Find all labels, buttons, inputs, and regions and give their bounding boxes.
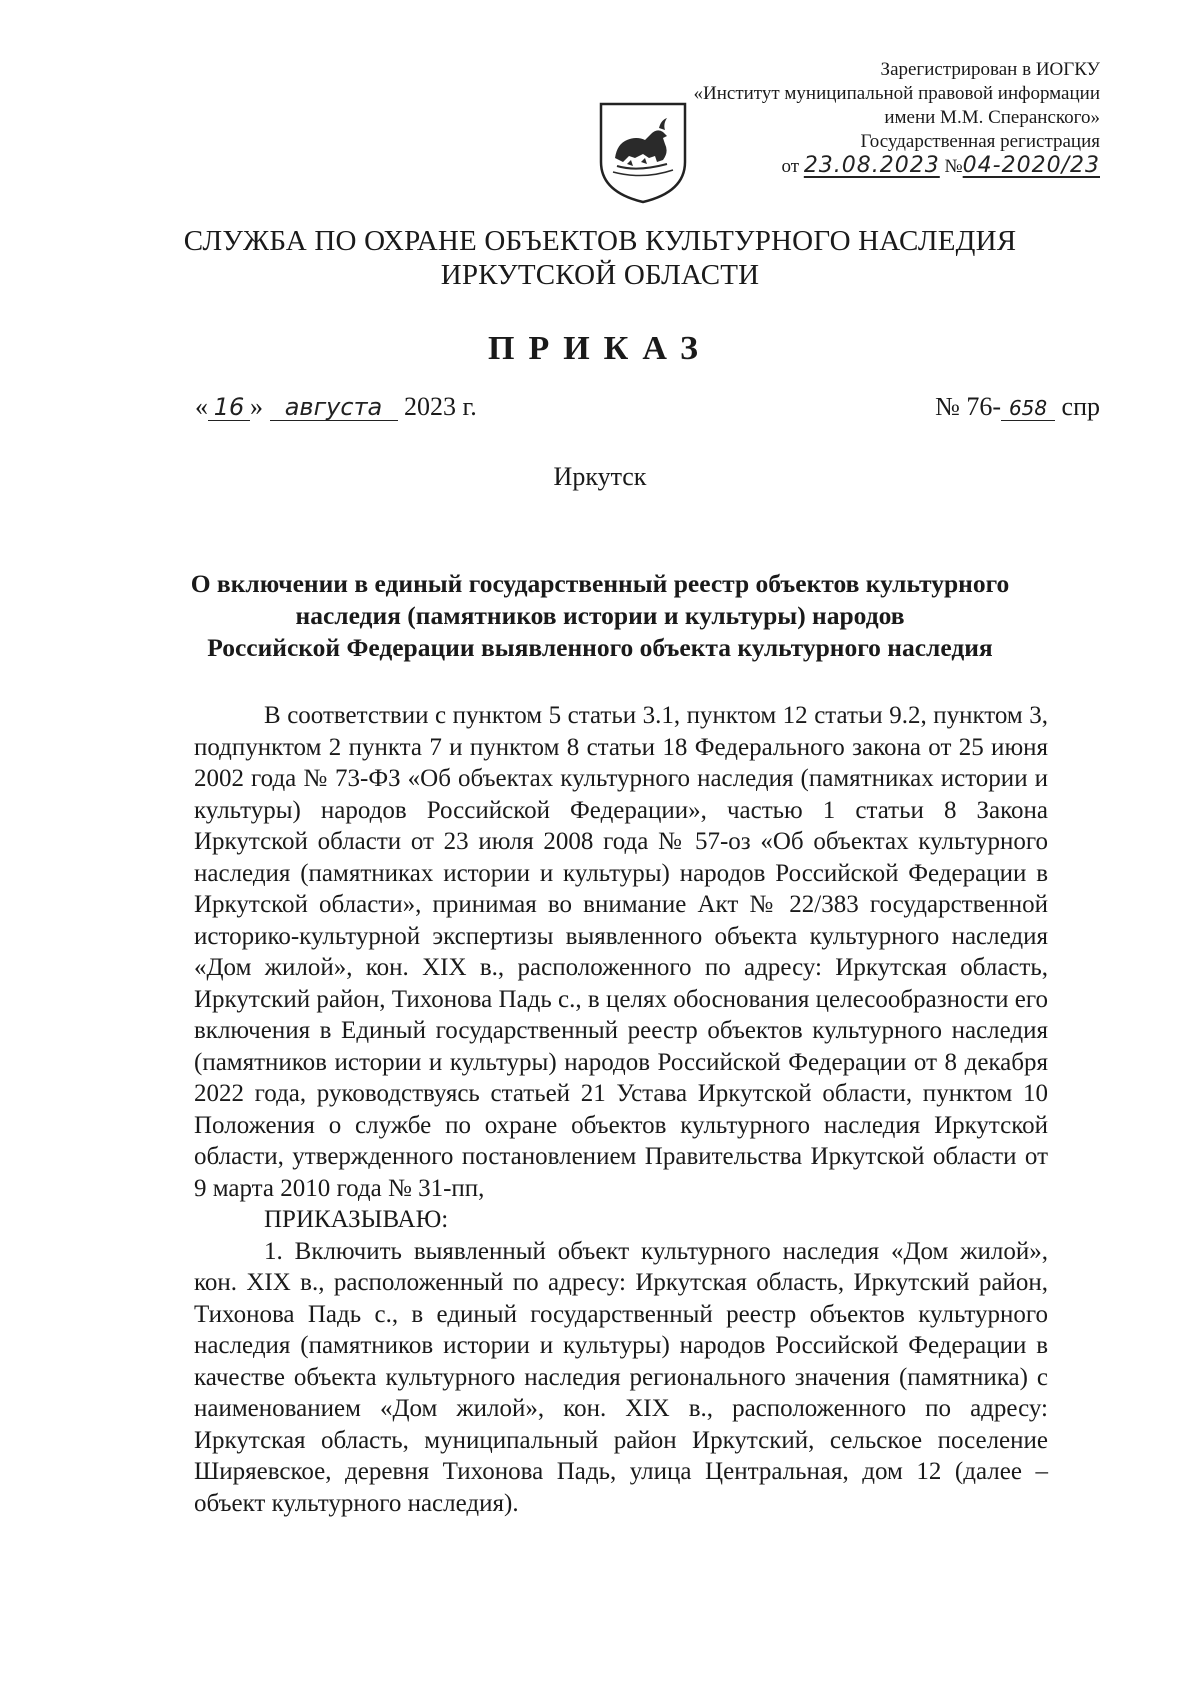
date-day: 16 (208, 394, 250, 421)
document-body (194, 700, 1048, 1519)
document-title (160, 568, 1040, 664)
title-line-3: Российской Федерации выявленного объекта культурного наследия (207, 633, 993, 662)
registration-line-4: Государственная регистрация (860, 131, 1100, 152)
registration-from-label: от (781, 156, 800, 177)
date-month: августа (270, 394, 398, 421)
title-line-1: О включении в единый государственный реестр объектов культурного (190, 569, 1010, 598)
number-handwritten: 658 (1001, 396, 1055, 421)
title-line-2: наследия (памятников истории и культуры) народов (295, 601, 905, 630)
registration-date: 23.08.2023 (803, 153, 940, 178)
organization-line-2: ИРКУТСКОЙ ОБЛАСТИ (440, 259, 760, 291)
organization-name (0, 224, 1200, 292)
city: Иркутск (553, 462, 647, 491)
order-item-1: 1. Включить выявленный объект культурного наследия «Дом жилой», кон. XIX в., расположенный по адресу: Иркутская область, Иркутский район, Тихонова Падь с., в единый государственный реестр объектов культурного наследия (памятников истории и культуры) народов Российской Федерации в качестве объекта культурного наследия регионального значения (памятника) с наименованием «Дом жилой», кон. XIX в., расположенного по адресу: Иркутская область, муниципальный район Иркутский, сельское поселение Ширяевское, деревня Тихонова Падь, улица Центральная, дом 12 (далее – объект культурного наследия). (194, 1237, 1048, 1517)
document-type: ПРИКАЗ (488, 330, 712, 367)
coat-of-arms-emblem (597, 100, 689, 206)
date-close-quote: » (250, 392, 263, 421)
registration-line-3: имени М.М. Сперанского» (884, 107, 1100, 128)
registration-line-5 (640, 154, 1100, 179)
number-prefix: № 76- (935, 392, 1002, 421)
registration-number-label: № (944, 156, 963, 177)
registration-line-1: Зарегистрирован в ИОГКУ (880, 59, 1100, 80)
registration-line-2: «Институт муниципальной правовой информации (693, 83, 1100, 104)
document-date (195, 392, 477, 422)
order-word: ПРИКАЗЫВАЮ: (264, 1206, 449, 1233)
registration-number: 04-2020/23 (962, 153, 1100, 178)
date-open-quote: « (195, 392, 208, 421)
organization-line-1: СЛУЖБА ПО ОХРАНЕ ОБЪЕКТОВ КУЛЬТУРНОГО НАСЛЕДИЯ (183, 225, 1017, 257)
preamble-paragraph: В соответствии с пунктом 5 статьи 3.1, пунктом 12 статьи 9.2, пунктом 3, подпунктом 2 пункта 7 и пунктом 8 статьи 18 Федерального закона от 25 июня 2002 года № 73-ФЗ «Об объектах культурного наследия (памятниках истории и культуры) народов Российской Федерации», частью 1 статьи 8 Закона Иркутской области от 23 июля 2008 года № 57-оз «Об объектах культурного наследия (памятниках истории и культуры) народов Российской Федерации в Иркутской области», принимая во внимание Акт № 22/383 государственной историко-культурной экспертизы выявленного объекта культурного наследия «Дом жилой», кон. XIX в., расположенного по адресу: Иркутская область, Иркутский район, Тихонова Падь с., в целях обоснования целесообразности его включения в Единый государственный реестр объектов культурного наследия (памятников истории и культуры) народов Российской Федерации от 8 декабря 2022 года, руководствуясь статьей 21 Устава Иркутской области, пунктом 10 Положения о службе по охране объектов культурного наследия Иркутской области, утвержденного постановлением Правительства Иркутской области от 9 марта 2010 года № 31-пп, (194, 702, 1048, 1202)
number-suffix: спр (1061, 392, 1100, 421)
registration-stamp (640, 58, 1100, 179)
document-number (935, 392, 1100, 422)
date-year: 2023 г. (404, 392, 477, 421)
